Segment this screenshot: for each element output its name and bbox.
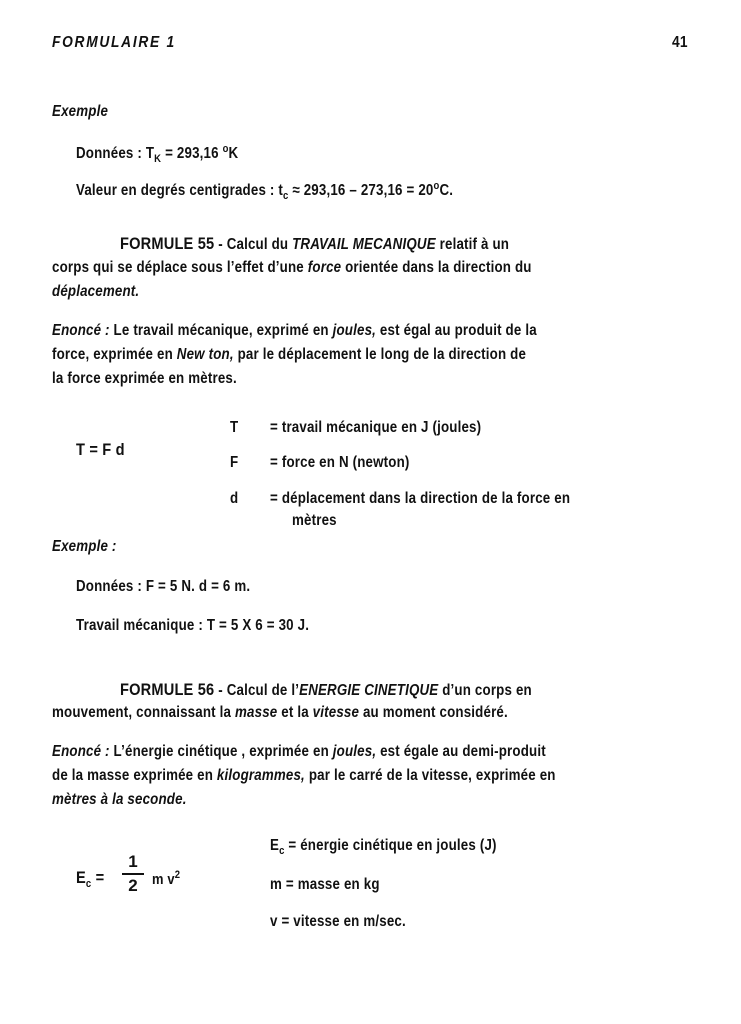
degree-mark: o xyxy=(222,143,229,155)
text: et la xyxy=(277,704,313,721)
donnees-unit: K xyxy=(228,145,239,162)
example-donnees: Données : F = 5 N. d = 6 m. xyxy=(76,578,251,595)
var-row xyxy=(270,876,380,894)
title-text: - Calcul du xyxy=(214,236,293,253)
enonce-label: Enoncé : xyxy=(52,322,110,339)
symbol-e: E xyxy=(76,868,86,887)
enonce-56-line3: mètres à la seconde. xyxy=(52,791,187,808)
subscript-c: c xyxy=(85,878,92,890)
var-symbol: E xyxy=(270,837,280,854)
text: par le carré de la vitesse, exprimée en xyxy=(304,767,556,784)
enonce-55-line3: la force exprimée en mètres. xyxy=(52,370,237,387)
var-definition-continuation: mètres xyxy=(292,512,337,529)
emphasis: vitesse xyxy=(312,704,360,721)
text: par le déplacement le long de la direction de xyxy=(233,346,527,363)
text: Le travail mécanique, exprimé en xyxy=(109,322,333,339)
donnees-value: = 293,16 xyxy=(161,145,223,162)
equation-work: T = F d xyxy=(76,440,125,459)
var-row xyxy=(270,913,406,931)
text: de la masse exprimée en xyxy=(52,767,217,784)
subscript-c: c xyxy=(283,190,289,202)
text: force, exprimée en xyxy=(52,346,177,363)
enonce-56-line2 xyxy=(52,767,556,785)
formule-56-title xyxy=(120,680,532,700)
text: orientée dans la direction du xyxy=(341,259,532,276)
emphasis: kilogrammes, xyxy=(216,767,305,784)
equation-kinetic-lhs xyxy=(76,868,104,890)
var-definition: = masse en kg xyxy=(282,876,380,893)
text: est égal au produit de la xyxy=(376,322,537,339)
enonce-label: Enoncé : xyxy=(52,743,110,760)
running-title: FORMULAIRE 1 xyxy=(52,34,176,51)
var-symbol: T xyxy=(230,419,239,436)
emphasis: force xyxy=(307,259,342,276)
text: est égale au demi-produit xyxy=(376,743,546,760)
emphasis: masse xyxy=(235,704,278,721)
superscript-2: 2 xyxy=(174,869,181,881)
enonce-55-line1 xyxy=(52,322,537,340)
emphasis: joules, xyxy=(332,322,377,339)
var-definition: = vitesse en m/sec. xyxy=(277,913,406,930)
example-valeur xyxy=(76,180,453,202)
formule-56-label: FORMULE 56 xyxy=(120,680,215,699)
denominator: 2 xyxy=(128,876,138,895)
var-row xyxy=(270,837,497,857)
page-number: 41 xyxy=(672,34,688,51)
formule-55-line3: déplacement. xyxy=(52,283,140,300)
valeur-expr: ≈ 293,16 – 273,16 = 20 xyxy=(288,182,434,199)
title-emphasis: TRAVAIL MECANIQUE xyxy=(292,236,436,253)
var-symbol: v xyxy=(270,913,278,930)
fraction-one-half xyxy=(122,853,144,895)
equation-kinetic-rhs xyxy=(152,869,180,888)
example-donnees xyxy=(76,143,238,165)
text: corps qui se déplace sous l’effet d’une xyxy=(52,259,308,276)
title-text: - Calcul de l’ xyxy=(214,682,300,699)
formule-56-line2 xyxy=(52,704,508,722)
emphasis: joules, xyxy=(332,743,377,760)
example-heading: Exemple : xyxy=(52,538,117,555)
degree-mark: o xyxy=(433,180,440,192)
enonce-56-line1 xyxy=(52,743,546,761)
text: au moment considéré. xyxy=(359,704,508,721)
valeur-unit: C. xyxy=(439,182,454,199)
formule-55-label: FORMULE 55 xyxy=(120,234,215,253)
numerator: 1 xyxy=(128,852,138,871)
subscript-c: c xyxy=(279,845,285,857)
subscript-k: K xyxy=(154,153,162,165)
var-definition: = travail mécanique en J (joules) xyxy=(270,419,482,436)
text: L’énergie cinétique , exprimée en xyxy=(109,743,333,760)
var-symbol: d xyxy=(230,490,239,507)
formule-55-title xyxy=(120,234,509,254)
example-result: Travail mécanique : T = 5 X 6 = 30 J. xyxy=(76,617,310,634)
title-text: d’un corps en xyxy=(438,682,532,699)
formule-55-line2 xyxy=(52,259,532,277)
mass-velocity: m v xyxy=(152,871,175,888)
fraction-bar xyxy=(122,873,144,875)
var-symbol: m xyxy=(270,876,283,893)
title-text: relatif à un xyxy=(435,236,510,253)
emphasis: New ton, xyxy=(176,346,234,363)
donnees-label: Données : T xyxy=(76,145,155,162)
var-definition: = énergie cinétique en joules (J) xyxy=(284,837,497,854)
var-symbol: F xyxy=(230,454,239,471)
example-heading: Exemple xyxy=(52,103,109,120)
enonce-55-line2 xyxy=(52,346,526,364)
var-definition: = déplacement dans la direction de la force en xyxy=(270,490,571,507)
var-definition: = force en N (newton) xyxy=(270,454,410,471)
valeur-label: Valeur en degrés centigrades : t xyxy=(76,182,284,199)
text: mouvement, connaissant la xyxy=(52,704,236,721)
title-emphasis: ENERGIE CINETIQUE xyxy=(299,682,439,699)
equals-sign: = xyxy=(91,868,105,887)
